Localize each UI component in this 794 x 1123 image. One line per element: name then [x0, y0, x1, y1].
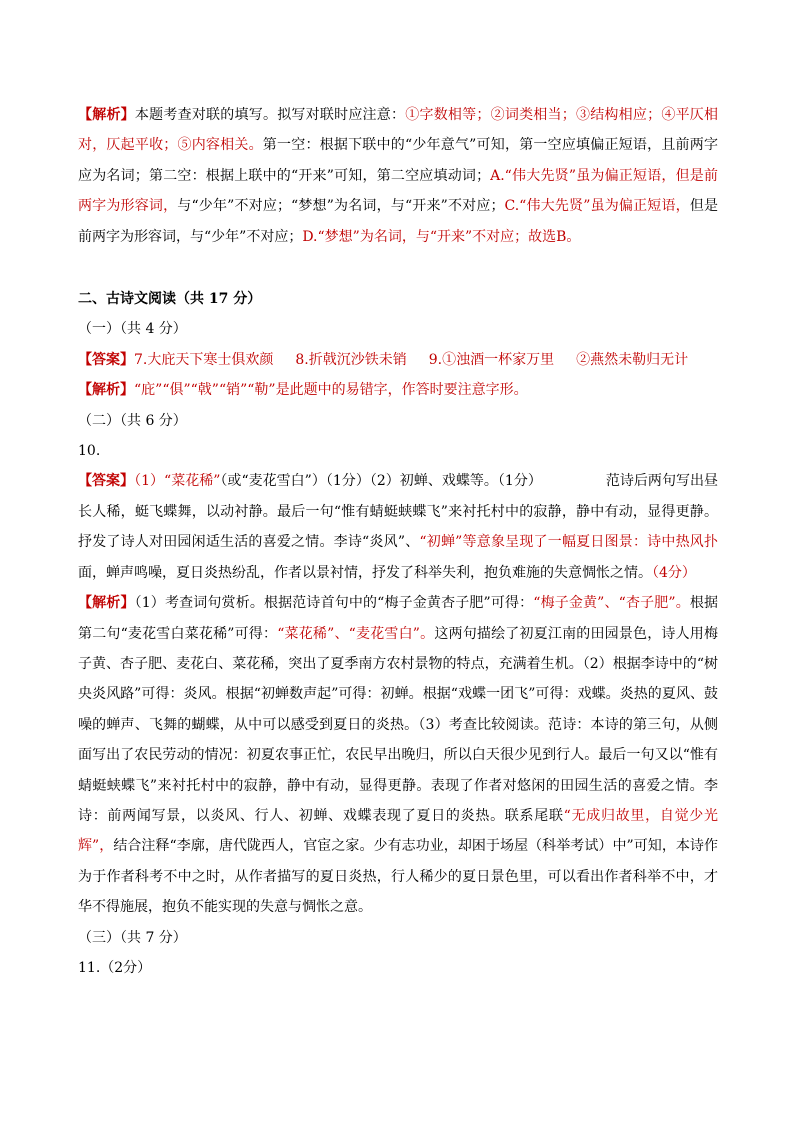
subsection-heading-3: （三）（共 7 分） [78, 929, 187, 946]
analysis-tag: 【解析】 [78, 382, 134, 399]
answer-tag: 【答案】 [78, 473, 135, 490]
section-heading: 二、古诗文阅读（共 17 分） [78, 291, 262, 308]
analysis-paragraph-1: 【解析】本题考查对联的填写。拟写对联时应注意：①字数相等；②词类相当；③结构相应；④平仄相对，仄起平收；⑤内容相关。第一空：根据下联中的“少年意气”可知，第一空应填偏正短语，且前两字应为名词；第二空：根据上联中的“开来”可知，第二空应填动词；A.“伟大先贤”虽为偏正短语，但是前两字为形容词，与“少年”不对应；“梦想”为名词，与“开来”不对应；C.“伟大先贤”虽为偏正短语，但是前两字为形容词，与“少年”不对应；D.“梦想”为名词，与“开来”不对应；故选B。 [78, 107, 719, 245]
subsection-heading-1: （一）（共 4 分） [78, 321, 187, 338]
analysis-paragraph-10: 【解析】（1）考查词句赏析。根据范诗首句中的“梅子金黄杏子肥”可得：“梅子金黄”、“杏子肥”。根据第二句“麦花雪白菜花稀”可得：“菜花稀”、“麦花雪白”。这两句描绘了初夏江南的田园景色，诗人用梅子黄、杏子肥、麦花白、菜花稀，突出了夏季南方农村景物的特点，充满着生机。（2）根据李诗中的“树央炎风路”可得：炎风。根据“初蝉数声起”可得：初蝉。根据“戏蝶一团飞”可得：戏蝶。炎热的夏风、鼓噪的蝉声、飞舞的蝴蝶，从中可以感受到夏日的炎热。（3）考查比较阅读。范诗：本诗的第三句，从侧面写出了农民劳动的情况：初夏农事正忙，农民早出晚归，所以白天很少见到行人。最后一句又以“惟有蜻蜓蛱蝶飞”来衬托村中的寂静，静中有动，显得更静。表现了作者对悠闲的田园生活的喜爱之情。李诗：前两闻写景，以炎风、行人、初蝉、戏蝶表现了夏日的炎热。联系尾联“无成归故里，自觉少光辉”，结合注释“李廓，唐代陇西人，官宦之家。少有志功业，却困于场屋（科举考试）中”可知，本诗作为于作者科考不中之时，从作者描写的夏日炎热，行人稀少的夏日景色里，可以看出作者科举不中，才华不得施展，抱负不能实现的失意与惆怅之意。 [78, 595, 718, 916]
analysis-tag: 【解析】 [78, 595, 135, 612]
analysis-tag: 【解析】 [78, 107, 135, 123]
document-page [78, 100, 718, 983]
question-number-11: 11.（2分） [78, 959, 152, 976]
answer-tag: 【答案】 [78, 351, 134, 368]
answer-paragraph-1: 【答案】7.大庇天下寒士俱欢颜 8.折戟沉沙铁未销 9.①浊酒一杯家万里 ②燕然未勒归无计 [78, 351, 689, 368]
subsection-heading-2: （二）（共 6 分） [78, 412, 187, 429]
question-number-10: 10. [78, 443, 101, 460]
answer-paragraph-10: 【答案】（1）“菜花稀”（或“麦花雪白”）（1分）（2）初蝉、戏蝶等。（1分） 范诗后两句写出昼长人稀，蜓飞蝶舞，以动衬静。最后一句“惟有蜻蜓蛱蝶飞”来衬托村中的寂静，静中有动，显得更静。抒发了诗人对田园闲适生活的喜爱之情。李诗“炎风”、“初蝉”等意象呈现了一幅夏日图景：诗中热风扑面，蝉声鸣噪，夏日炎热纷乱，作者以景衬情，抒发了科举失利，抱负难施的失意惆怅之情。（4分） [78, 473, 718, 581]
analysis-paragraph-2: 【解析】“庇”“俱”“戟”“销”“勒”是此题中的易错字，作答时要注意字形。 [78, 382, 528, 399]
